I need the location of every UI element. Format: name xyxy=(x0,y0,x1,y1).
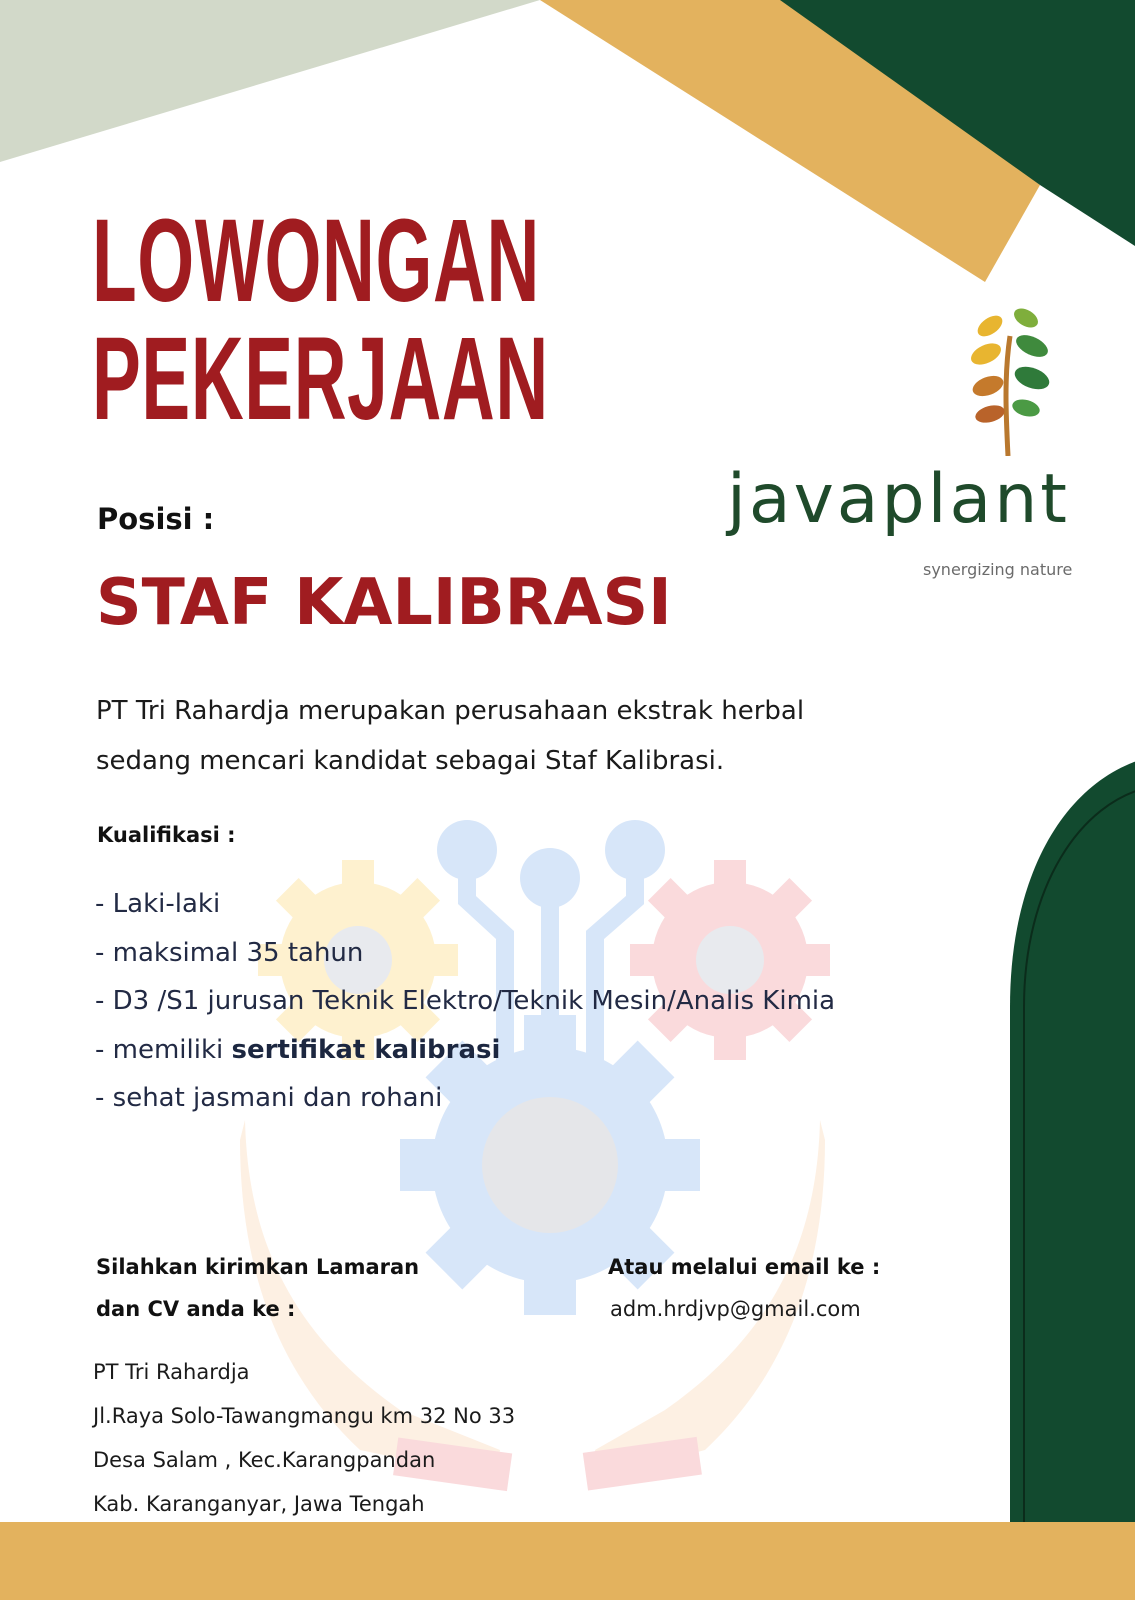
logo-wordmark: javaplant xyxy=(727,460,1070,539)
qualifications-list xyxy=(95,880,835,1123)
address-line: Jl.Raya Solo-Tawangmangu km 32 No 33 xyxy=(93,1404,516,1428)
email-label: Atau melalui email ke : xyxy=(608,1255,881,1279)
company-intro xyxy=(96,686,916,786)
poster-title-line1: LOWONGAN xyxy=(92,195,540,327)
qualification-highlight: sertifikat kalibrasi xyxy=(231,1034,501,1065)
list-item: - D3 /S1 jurusan Teknik Elektro/Teknik Mesin/Analis Kimia xyxy=(95,986,836,1016)
send-application-label: Silahkan kirimkan Lamaran dan CV anda ke : xyxy=(96,1255,420,1321)
address-line: Kab. Karanganyar, Jawa Tengah xyxy=(93,1492,425,1516)
email-address: adm.hrdjvp@gmail.com xyxy=(610,1297,861,1321)
plant-leaves-icon xyxy=(960,296,1060,456)
bottom-band xyxy=(0,1522,1135,1600)
list-item: - memiliki sertifikat kalibrasi xyxy=(95,1034,501,1065)
poster-title-line2: PEKERJAAN xyxy=(92,313,549,445)
intro-line: PT Tri Rahardja merupakan perusahaan ekstrak herbal xyxy=(96,696,805,726)
position-label: Posisi : xyxy=(97,502,215,536)
intro-line: sedang mencari kandidat sebagai Staf Kalibrasi. xyxy=(96,746,725,776)
logo-tagline: synergizing nature xyxy=(923,560,1073,579)
address-line: Desa Salam , Kec.Karangpandan xyxy=(93,1448,436,1472)
company-address xyxy=(93,1350,515,1526)
right-arch-shape xyxy=(1010,757,1135,1600)
list-item: - sehat jasmani dan rohani xyxy=(95,1083,443,1113)
qualifications-label: Kualifikasi : xyxy=(97,823,236,847)
position-title: STAF KALIBRASI xyxy=(96,566,672,640)
address-line: PT Tri Rahardja xyxy=(93,1360,250,1384)
list-item: - maksimal 35 tahun xyxy=(95,937,364,968)
list-item: - Laki-laki xyxy=(95,889,221,919)
